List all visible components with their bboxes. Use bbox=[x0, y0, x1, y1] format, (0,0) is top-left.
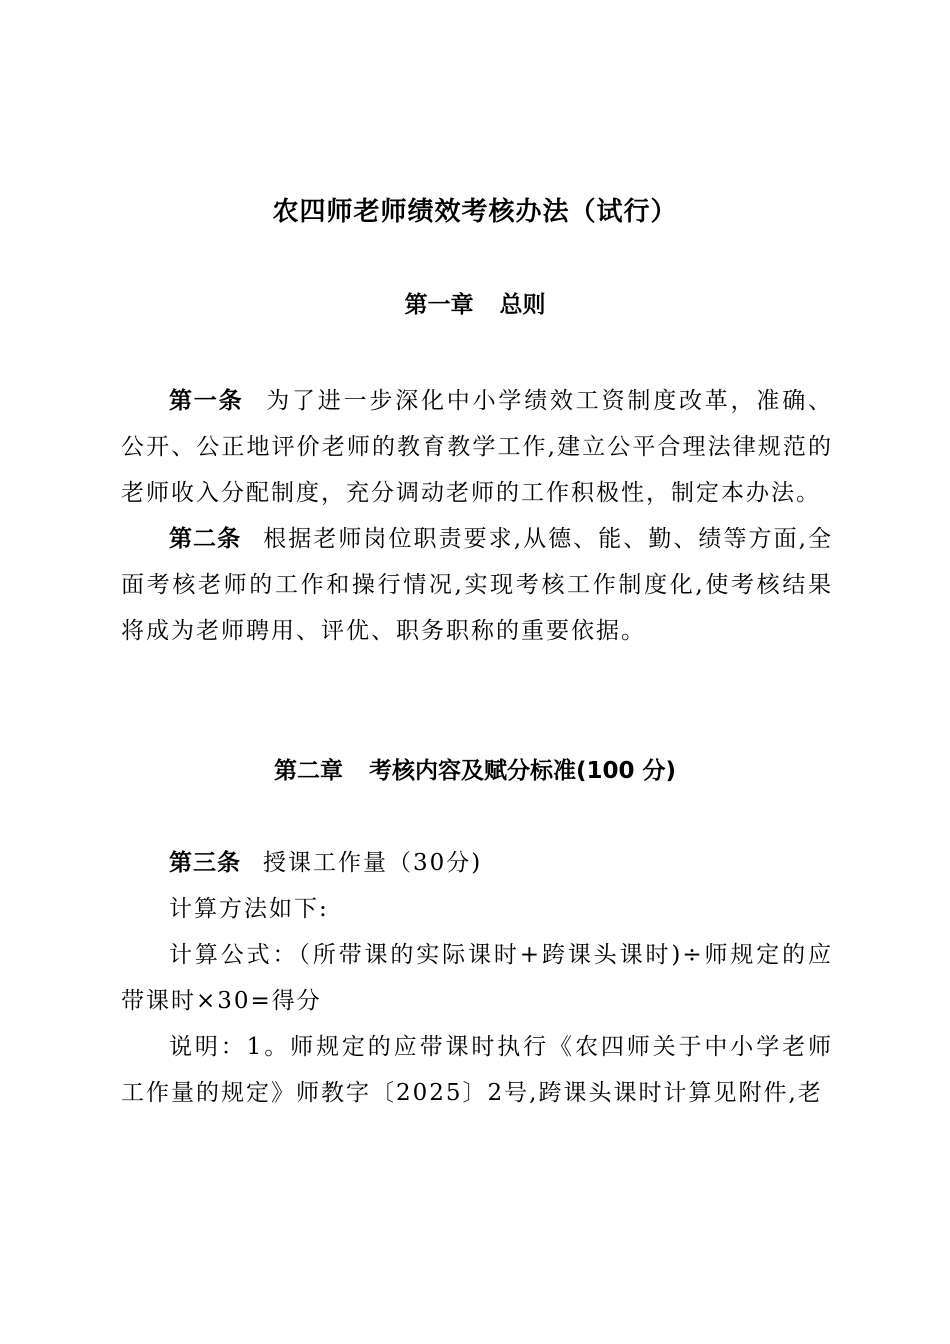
chapter-heading-1 bbox=[0, 288, 950, 322]
chapter-2-label: 第二章 bbox=[273, 758, 343, 784]
chapter-2-name: 考核内容及赋分标准(100 分) bbox=[368, 758, 677, 784]
chapter-heading-2 bbox=[0, 754, 950, 788]
calculation-method: 计算方法如下: bbox=[169, 896, 329, 922]
chapter-1-name: 总则 bbox=[499, 292, 546, 318]
article-2-label: 第二条 bbox=[169, 526, 242, 552]
article-1 bbox=[121, 378, 833, 516]
article-3 bbox=[121, 840, 833, 886]
chapter-1-label: 第一章 bbox=[404, 292, 474, 318]
article-3-label: 第三条 bbox=[169, 850, 241, 876]
article-2-text: 根据老师岗位职责要求,从德、能、勤、绩等方面,全面考核老师的工作和操行情况,实现考核工作制度化,使考核结果将成为老师聘用、评优、职务职称的重要依据。 bbox=[121, 526, 834, 644]
article-1-text: 为了进一步深化中小学绩效工资制度改革，准确、公开、公正地评价老师的教育教学工作,建立公平合理法律规范的老师收入分配制度，充分调动老师的工作积极性，制定本办法。 bbox=[121, 388, 834, 506]
article-3-text: 授课工作量（30分) bbox=[263, 850, 483, 876]
calculation-formula: 计算公式：（所带课的实际课时+跨课头课时)÷师规定的应带课时×30=得分 bbox=[121, 942, 833, 1014]
explanatory-note: 说明：1。师规定的应带课时执行《农四师关于中小学老师工作量的规定》师教字〔2025〕2号,跨课头课时计算见附件,老 bbox=[121, 1034, 833, 1106]
article-1-label: 第一条 bbox=[169, 388, 244, 414]
article-2 bbox=[121, 516, 833, 654]
chapter-1-body bbox=[121, 378, 833, 654]
document-title: 农四师老师绩效考核办法（试行） bbox=[272, 197, 678, 227]
chapter-2-body bbox=[121, 840, 833, 1116]
